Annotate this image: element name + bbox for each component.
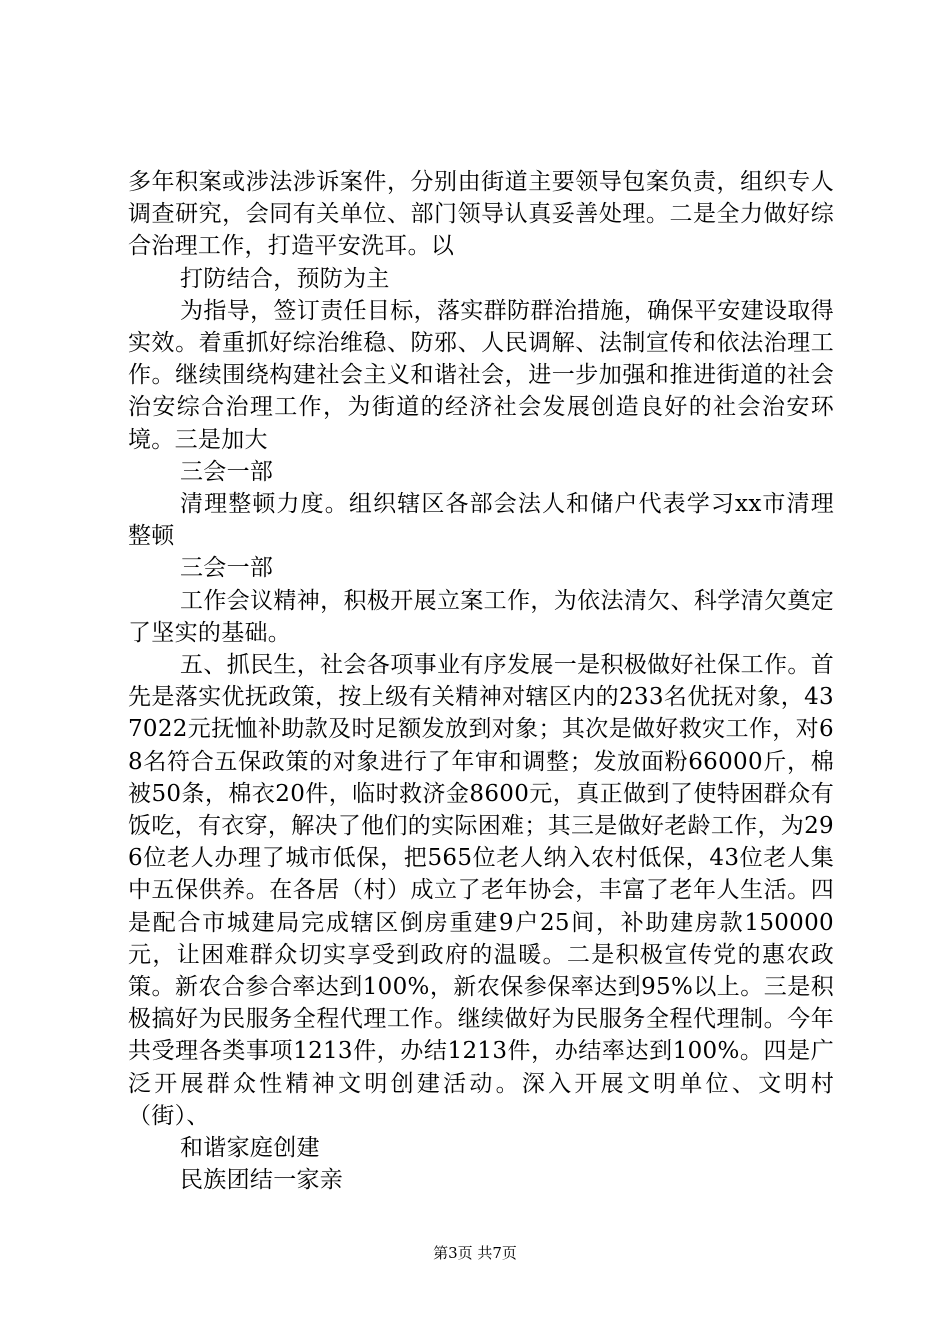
page-number-footer: 第3页 共7页 (433, 1244, 517, 1262)
paragraph: 打防结合，预防为主 (180, 265, 390, 292)
paragraph: 民族团结一家亲 (180, 1167, 344, 1194)
paragraph: 多年积案或涉法涉诉案件，分别由街道主要领导包案负责，组织专人调查研究，会同有关单位、部门领导认真妥善处理。二是全力做好综合治理工作，打造平安洗耳。以 (128, 169, 834, 260)
paragraph: 和谐家庭创建 (180, 1135, 320, 1162)
paragraph: 为指导，签订责任目标，落实群防群治措施，确保平安建设取得实效。着重抓好综治维稳、防邪、人民调解、法制宣传和依法治理工作。继续围绕构建社会主义和谐社会，进一步加强和推进街道的社会治安综合治理工作，为街道的经济社会发展创造良好的社会治安环境。三是加大 (128, 297, 834, 453)
document-body (128, 166, 834, 1197)
paragraph: 三会一部 (180, 555, 274, 582)
paragraph: 清理整顿力度。组织辖区各部会法人和储户代表学习xx市清理整顿 (128, 491, 834, 550)
paragraph: 工作会议精神，积极开展立案工作，为依法清欠、科学清欠奠定了坚实的基础。 (128, 587, 834, 646)
paragraph: 五、抓民生，社会各项事业有序发展一是积极做好社保工作。首先是落实优抚政策，按上级有关精神对辖区内的233名优抚对象，437022元抚恤补助款及时足额发放到对象；其次是做好救灾工作，对68名符合五保政策的对象进行了年审和调整；发放面粉66000斤，棉被50条，棉衣20件，临时救济金8600元，真正做到了使特困群众有饭吃，有衣穿，解决了他们的实际困难；其三是做好老龄工作，为296位老人办理了城市低保，把565位老人纳入农村低保，43位老人集中五保供养。在各居（村）成立了老年协会，丰富了老年人生活。四是配合市城建局完成辖区倒房重建9户25间，补助建房款150000元，让困难群众切实享受到政府的温暖。二是积极宣传党的惠农政策。新农合参合率达到100%，新农保参保率达到95%以上。三是积极搞好为民服务全程代理工作。继续做好为民服务全程代理制。今年共受理各类事项1213件，办结1213件，办结率达到100%。四是广泛开展群众性精神文明创建活动。深入开展文明单位、文明村（街）、 (128, 652, 834, 1129)
paragraph: 三会一部 (180, 458, 274, 485)
